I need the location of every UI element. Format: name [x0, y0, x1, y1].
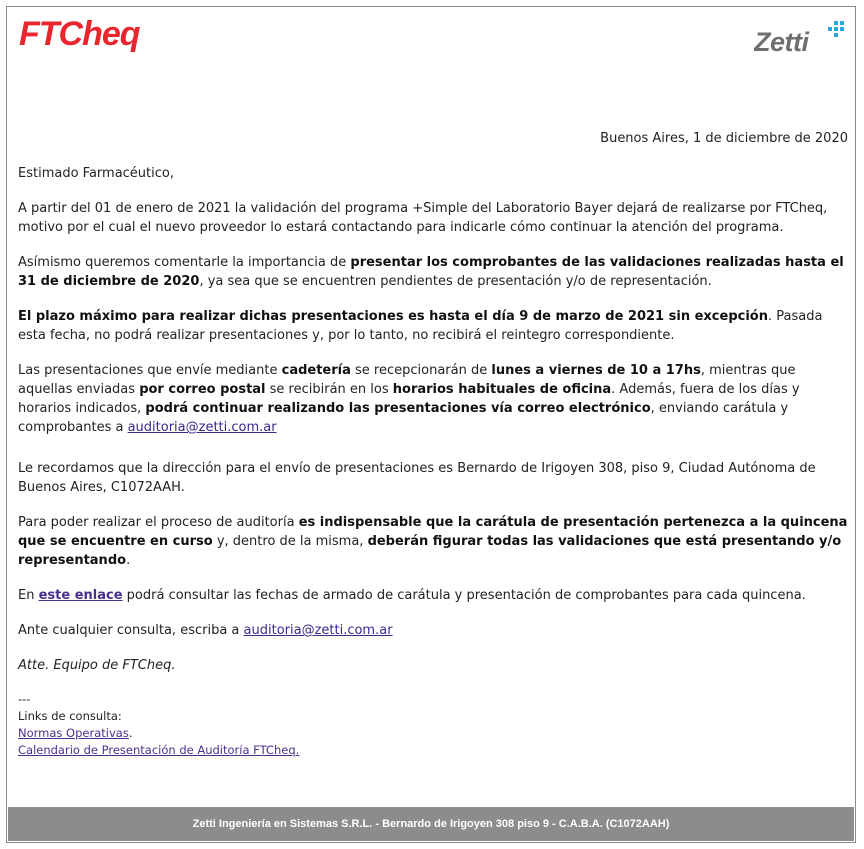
links-heading: Links de consulta: [18, 709, 122, 723]
calendario-auditoria-link[interactable]: Calendario de Presentación de Auditoría FTCheq. [18, 743, 300, 757]
date-line: Buenos Aires, 1 de diciembre de 2020 [600, 131, 848, 146]
normas-operativas-link[interactable]: Normas Operativas [18, 726, 129, 740]
email-body [18, 129, 848, 759]
contact-email-link[interactable]: auditoria@zetti.com.ar [243, 623, 393, 638]
paragraph-2: Asímismo queremos comentarle la importancia de presentar los comprobantes de las validaciones realizadas hasta el 31 de diciembre de 2020, ya sea que se encuentren pendientes de presentación y/o de representación. [18, 255, 844, 289]
separator: --- [18, 692, 31, 706]
greeting: Estimado Farmacéutico, [18, 166, 174, 181]
email-frame [6, 6, 856, 843]
paragraph-3: El plazo máximo para realizar dichas presentaciones es hasta el día 9 de marzo de 2021 sin excepción. Pasada esta fecha, no podrá realizar presentaciones y, por lo tanto, no recibirá el reintegro correspondiente. [18, 309, 823, 343]
paragraph-4: Las presentaciones que envíe mediante cadetería se recepcionarán de lunes a viernes de 10 a 17hs, mientras que aquellas enviadas por correo postal se recibirán en los horarios habituales de oficina. Además, fuera de los días y horarios indicados, podrá continuar realizando las presentaciones vía correo electrónico, enviando carátula y comprobantes a auditoria@zetti.com.ar [18, 363, 800, 435]
paragraph-6: Para poder realizar el proceso de auditoría es indispensable que la carátula de presentación pertenezca a la quincena que se encuentre en curso y, dentro de la misma, deberán figurar todas las validaciones que está presentando y/o representando. [18, 515, 848, 568]
paragraph-8: Ante cualquier consulta, escriba a auditoria@zetti.com.ar [18, 623, 393, 638]
ftcheq-logo [17, 11, 167, 53]
signature: Atte. Equipo de FTCheq. [18, 658, 176, 673]
footer-bar: Zetti Ingeniería en Sistemas S.R.L. - Bernardo de Irigoyen 308 piso 9 - C.A.B.A. (C1072AAH) [8, 807, 854, 841]
paragraph-1: A partir del 01 de enero de 2021 la validación del programa +Simple del Laboratorio Bayer dejará de realizarse por FTCheq, motivo por el cual el nuevo proveedor lo estará contactando para indicarle cómo continuar la atención del programa. [18, 201, 828, 235]
email-link[interactable]: auditoria@zetti.com.ar [127, 420, 277, 435]
svg-text:FTCheq: FTCheq [19, 15, 140, 53]
zetti-logo [754, 19, 850, 53]
svg-text:Zetti: Zetti [754, 27, 809, 53]
paragraph-5: Le recordamos que la dirección para el envío de presentaciones es Bernardo de Irigoyen 308, piso 9, Ciudad Autónoma de Buenos Aires, C1072AAH. [18, 461, 816, 495]
calendar-link[interactable]: este enlace [38, 588, 123, 603]
paragraph-7: En este enlace podrá consultar las fechas de armado de carátula y presentación de comprobantes para cada quincena. [18, 588, 806, 603]
links-section: --- Links de consulta: Normas Operativas. Calendario de Presentación de Auditoría FTCheq. [18, 691, 848, 759]
